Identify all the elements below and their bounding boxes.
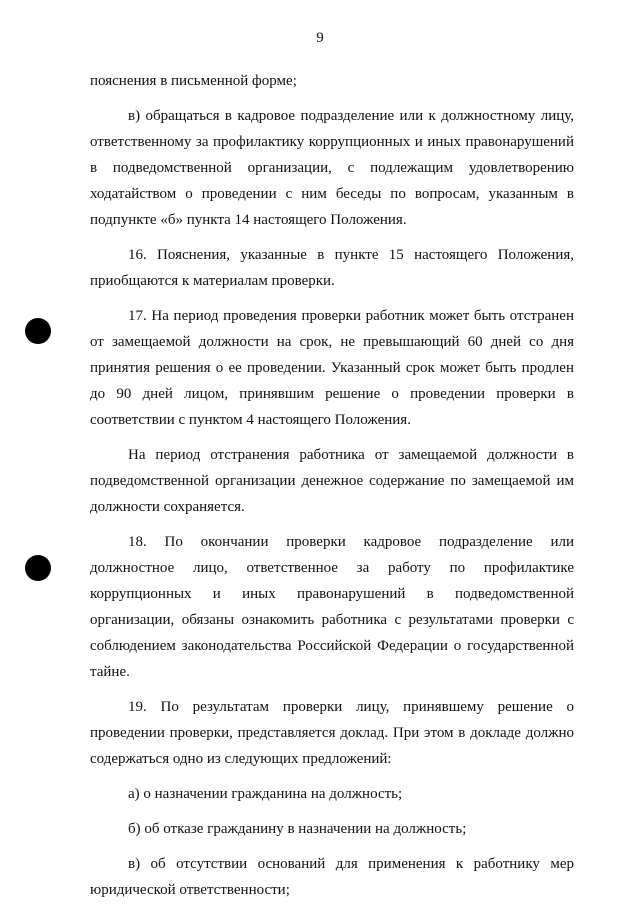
punch-hole-mark — [25, 318, 51, 344]
punch-hole-mark — [25, 555, 51, 581]
paragraph-19-item-a: а) о назначении гражданина на должность; — [128, 786, 403, 802]
paragraph-16: 16. Пояснения, указанные в пункте 15 настоящего Положения, приобщаются к материалам проверки. — [90, 247, 574, 289]
paragraph-18: 18. По окончании проверки кадровое подразделение или должностное лицо, ответственное за работу по профилактике коррупционных и иных правонарушений в подведомственной организации, обязаны ознакомить работника с результатами проверки с соблюдением законодательства Российской Федерации о государственной тайне. — [90, 534, 574, 680]
paragraph-item-v: в) обращаться в кадровое подразделение или к должностному лицу, ответственному за профилактику коррупционных и иных правонарушений в подведомственной организации, с подлежащим удовлетворению ходатайством о проведении с ним беседы по вопросам, указанным в подпункте «б» пункта 14 настоящего Положения. — [90, 108, 574, 228]
document-body — [90, 68, 574, 912]
paragraph-19: 19. По результатам проверки лицу, принявшему решение о проведении проверки, представляется доклад. При этом в докладе должно содержаться одно из следующих предложений: — [90, 699, 574, 767]
paragraph-17-continued: На период отстранения работника от замещаемой должности в подведомственной организации денежное содержание по замещаемой им должности сохраняется. — [90, 447, 574, 515]
paragraph-19-item-v: в) об отсутствии оснований для применения к работнику мер юридической ответственности; — [90, 856, 574, 898]
paragraph-17: 17. На период проведения проверки работник может быть отстранен от замещаемой должности на срок, не превышающий 60 дней со дня принятия решения о ее проведении. Указанный срок может быть продлен до 90 дней лицом, принявшим решение о проведении проверки в соответствии с пунктом 4 настоящего Положения. — [90, 308, 574, 428]
paragraph-19-item-b: б) об отказе гражданину в назначении на должность; — [128, 821, 467, 837]
paragraph-continuation: пояснения в письменной форме; — [90, 73, 297, 89]
page-number: 9 — [316, 30, 324, 46]
